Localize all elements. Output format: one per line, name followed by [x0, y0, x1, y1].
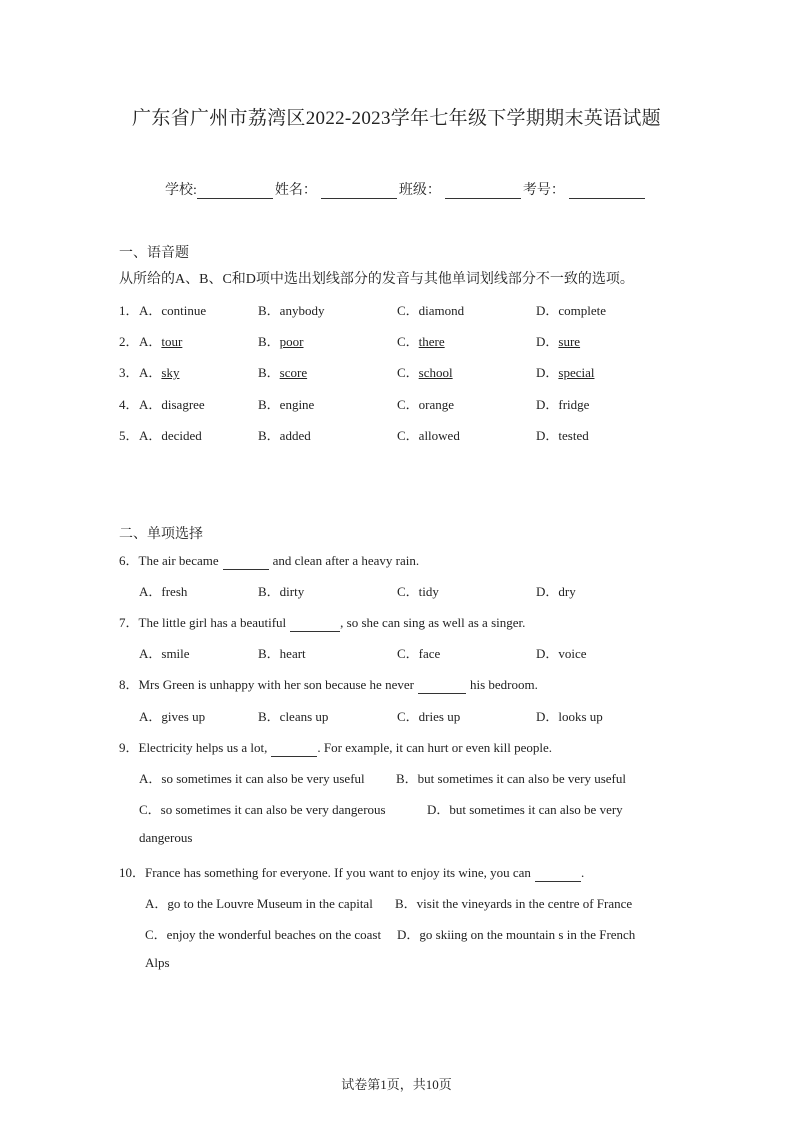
option-d[interactable]: D．tested: [536, 428, 589, 443]
question-10: 10．France has something for everyone. If you want to enjoy its wine, you can .: [119, 865, 585, 880]
option-d[interactable]: D．sure: [536, 334, 581, 349]
option-b[interactable]: B．dirty: [258, 584, 305, 599]
page-title: 广东省广州市荔湾区2022-2023学年七年级下学期期末英语试题: [132, 108, 661, 129]
option-c[interactable]: C．tidy: [397, 584, 439, 599]
option-d[interactable]: D．fridge: [536, 397, 590, 412]
number-label: 考号：: [522, 183, 565, 198]
option-d[interactable]: D．but sometimes it can also be very: [427, 802, 623, 817]
option-b[interactable]: B．visit the vineyards in the centre of France: [395, 896, 633, 911]
page-footer: 试卷第1页，共10页: [341, 1077, 452, 1092]
number-blank[interactable]: [569, 184, 645, 199]
option-c[interactable]: C．orange: [397, 397, 455, 412]
question-row: 4． A．disagree B．engine C．orange D．fridge: [119, 394, 679, 412]
option-d-continued: dangerous: [139, 830, 193, 845]
option-d[interactable]: D．voice: [536, 646, 587, 661]
option-a[interactable]: A．go to the Louvre Museum in the capital: [145, 896, 373, 911]
option-a[interactable]: A．so sometimes it can also be very useful: [139, 771, 365, 786]
option-d[interactable]: D．looks up: [536, 709, 603, 724]
option-b[interactable]: B．score: [258, 365, 308, 380]
option-a[interactable]: A．decided: [139, 428, 202, 443]
option-b[interactable]: B．engine: [258, 397, 315, 412]
option-d[interactable]: D．special: [536, 365, 595, 380]
question-row: 5． A．decided B．added C．allowed D．tested: [119, 425, 679, 443]
option-a[interactable]: A．disagree: [139, 397, 205, 412]
school-label: 学校:: [165, 183, 197, 198]
option-b[interactable]: B．anybody: [258, 303, 325, 318]
class-blank[interactable]: [445, 184, 521, 199]
name-label: 姓名：: [274, 183, 317, 198]
option-a[interactable]: A．tour: [139, 334, 183, 349]
question-7: 7．The little girl has a beautiful , so she can sing as well as a singer.: [119, 615, 526, 630]
option-c[interactable]: C．diamond: [397, 303, 465, 318]
question-row: 3． A．sky B．score C．school D．special: [119, 362, 679, 380]
school-blank[interactable]: [197, 184, 273, 199]
question-9: 9．Electricity helps us a lot, . For example, it can hurt or even kill people.: [119, 740, 553, 755]
option-d[interactable]: D．complete: [536, 303, 607, 318]
option-c[interactable]: C．face: [397, 646, 441, 661]
option-d[interactable]: D．go skiing on the mountain s in the French: [397, 927, 636, 942]
option-c[interactable]: C．there: [397, 334, 445, 349]
section-heading-single-choice: 二、单项选择: [119, 527, 203, 542]
question-8: 8．Mrs Green is unhappy with her son because he never his bedroom.: [119, 677, 538, 692]
option-c[interactable]: C．dries up: [397, 709, 461, 724]
option-b[interactable]: B．cleans up: [258, 709, 329, 724]
option-a[interactable]: A．sky: [139, 365, 180, 380]
question-row: 1． A．continue B．anybody C．diamond D．complete: [119, 300, 679, 318]
question-row: 2． A．tour B．poor C．there D．sure: [119, 331, 679, 349]
class-label: 班级：: [398, 183, 441, 198]
section-instruction: 从所给的A、B、C和D项中选出划线部分的发音与其他单词划线部分不一致的选项。: [119, 272, 634, 287]
option-c[interactable]: C．school: [397, 365, 453, 380]
option-c[interactable]: C．so sometimes it can also be very dangerous: [139, 802, 386, 817]
option-b[interactable]: B．but sometimes it can also be very useful: [396, 771, 626, 786]
name-blank[interactable]: [321, 184, 397, 199]
section-heading-phonetics: 一、语音题: [119, 246, 189, 261]
option-a[interactable]: A．smile: [139, 646, 190, 661]
student-info-line: [165, 179, 647, 199]
option-d[interactable]: D．dry: [536, 584, 576, 599]
option-c[interactable]: C．allowed: [397, 428, 460, 443]
option-a[interactable]: A．gives up: [139, 709, 206, 724]
option-b[interactable]: B．poor: [258, 334, 304, 349]
option-c[interactable]: C．enjoy the wonderful beaches on the coast: [145, 927, 382, 942]
option-a[interactable]: A．fresh: [139, 584, 188, 599]
option-a[interactable]: A．continue: [139, 303, 207, 318]
question-6: 6．The air became and clean after a heavy rain.: [119, 553, 420, 568]
option-b[interactable]: B．heart: [258, 646, 306, 661]
option-d-continued: Alps: [145, 955, 170, 970]
option-b[interactable]: B．added: [258, 428, 311, 443]
